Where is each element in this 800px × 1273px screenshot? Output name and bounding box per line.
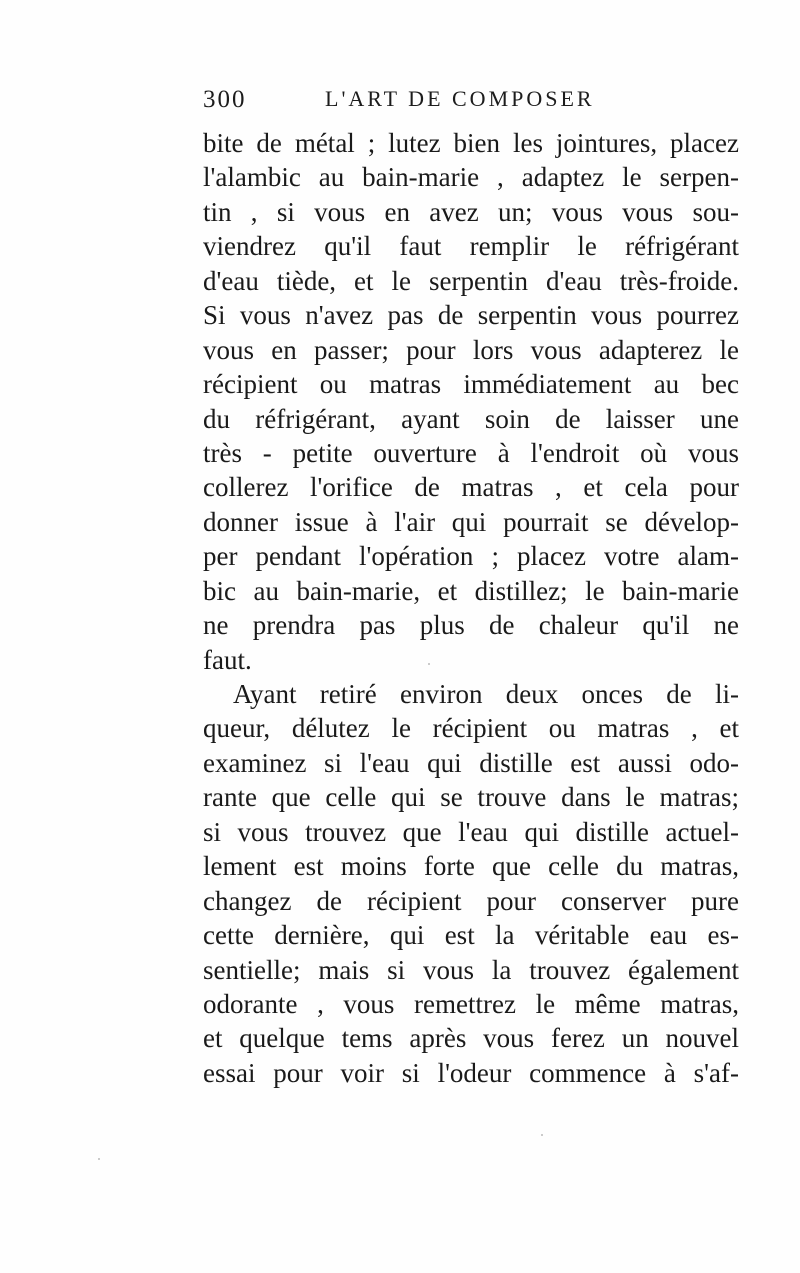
- text-line: du réfrigérant, ayant soin de laisser une: [203, 403, 739, 434]
- text-line: Si vous n'avez pas de serpentin vous pourrez: [203, 300, 739, 331]
- text-line: bic au bain-marie, et distillez; le bain-marie: [203, 575, 739, 606]
- page-number: 300: [203, 86, 247, 113]
- running-title: L'ART DE COMPOSER: [325, 86, 595, 111]
- text-line: si vous trouvez que l'eau qui distille actuel-: [203, 816, 739, 847]
- text-line: bite de métal ; lutez bien les jointures, placez: [203, 128, 739, 158]
- text-line: donner issue à l'air qui pourrait se dévelop-: [203, 506, 739, 537]
- text-line: viendrez qu'il faut remplir le réfrigérant: [203, 231, 739, 262]
- running-head: [203, 86, 613, 122]
- text-line: Ayant retiré environ deux onces de li-: [233, 679, 739, 709]
- text-line: ne prendra pas plus de chaleur qu'il ne: [203, 610, 739, 641]
- text-line: tin , si vous en avez un; vous vous sou-: [203, 196, 739, 227]
- text-line: l'alambic au bain-marie , adaptez le serpen-: [203, 162, 739, 193]
- text-line: d'eau tiède, et le serpentin d'eau très-froide.: [203, 265, 739, 296]
- body-text: [203, 126, 739, 1090]
- paragraph-2: [203, 677, 739, 1090]
- text-line: examinez si l'eau qui distille est aussi odo-: [203, 747, 739, 778]
- text-line: récipient ou matras immédiatement au bec: [203, 369, 739, 400]
- text-line: queur, délutez le récipient ou matras , et: [203, 713, 739, 744]
- text-line: très - petite ouverture à l'endroit où vous: [203, 437, 739, 468]
- text-line: odorante , vous remettrez le même matras,: [203, 988, 739, 1019]
- text-line: et quelque tems après vous ferez un nouvel: [203, 1023, 739, 1054]
- text-line: faut.: [203, 644, 252, 675]
- text-line: changez de récipient pour conserver pure: [203, 885, 739, 916]
- text-line: essai pour voir si l'odeur commence à s'af-: [203, 1057, 739, 1088]
- paragraph-1: [203, 126, 739, 677]
- paper-speck: [541, 1134, 543, 1136]
- text-line: per pendant l'opération ; placez votre alam-: [203, 541, 739, 572]
- paper-speck: [98, 1158, 100, 1160]
- text-line: lement est moins forte que celle du matras,: [203, 851, 739, 882]
- text-line: rante que celle qui se trouve dans le matras;: [203, 782, 739, 813]
- text-line: cette dernière, qui est la véritable eau es-: [203, 920, 739, 951]
- text-line: sentielle; mais si vous la trouvez également: [203, 954, 739, 985]
- text-line: vous en passer; pour lors vous adapterez le: [203, 334, 739, 365]
- text-line: collerez l'orifice de matras , et cela pour: [203, 472, 739, 503]
- paper-speck: [428, 663, 430, 665]
